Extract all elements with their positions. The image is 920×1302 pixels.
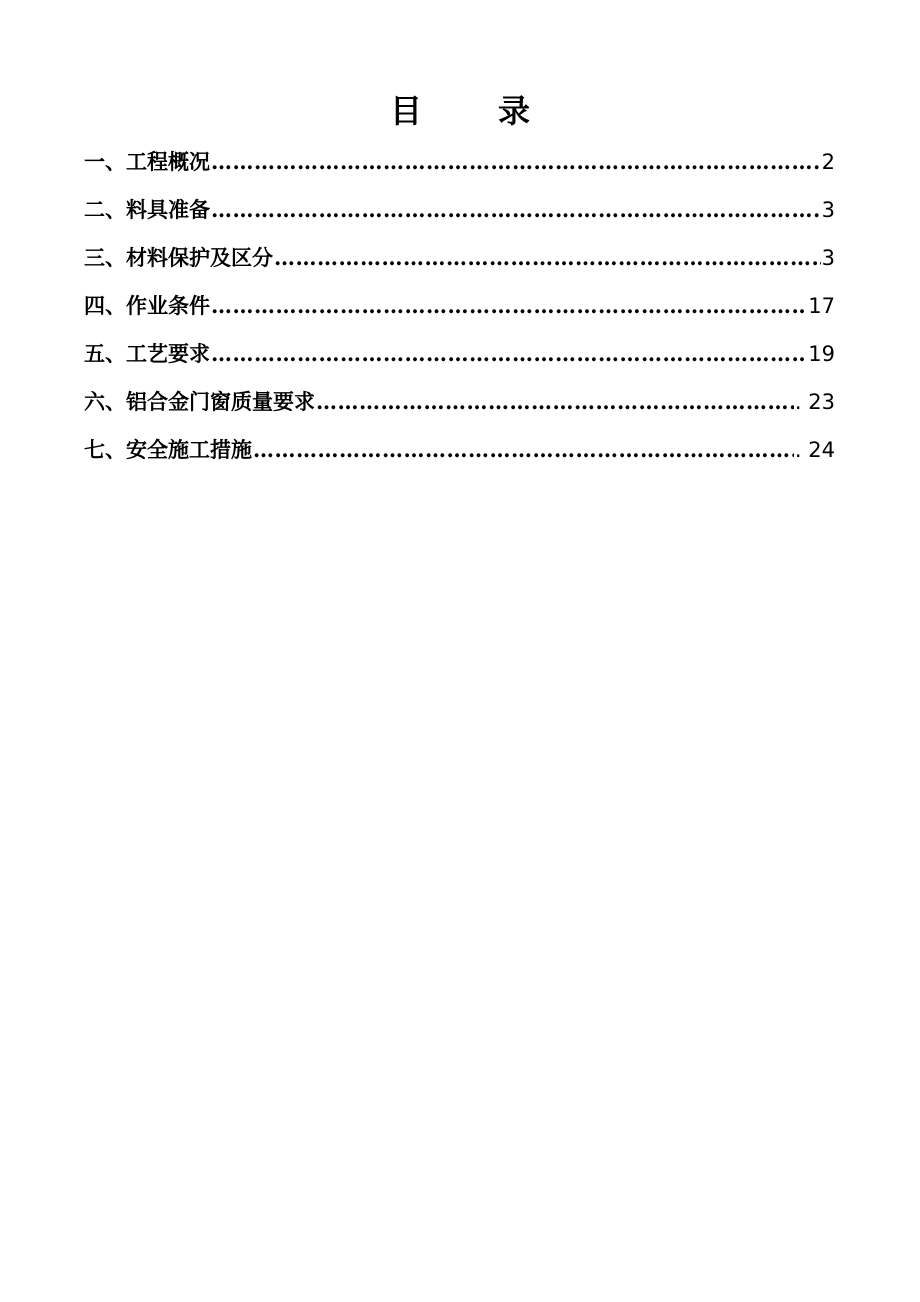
toc-title-char-2: 录 (498, 92, 531, 130)
toc-entry-number: 一 (84, 149, 105, 174)
toc-entry-4[interactable] (84, 282, 835, 330)
toc-dot-leader (211, 282, 807, 330)
toc-title (0, 84, 920, 138)
toc-dot-leader (211, 138, 821, 186)
toc-entry-number: 三 (84, 245, 105, 270)
toc-entry-separator: 、 (105, 293, 126, 318)
toc-entry-separator: 、 (105, 437, 126, 462)
toc-entry-label: 安全施工措施 (126, 437, 252, 462)
toc-dot-leader (274, 234, 821, 282)
toc-entry-5[interactable] (84, 330, 835, 378)
toc-entry-6[interactable] (84, 378, 835, 426)
toc-entry-number: 四 (84, 293, 105, 318)
toc-entry-label: 作业条件 (126, 293, 210, 318)
toc-entry-2[interactable] (84, 186, 835, 234)
toc-entry-number: 六 (84, 389, 105, 414)
toc-entry-separator: 、 (105, 389, 126, 414)
toc-dot-leader (211, 186, 821, 234)
toc-entry-page: . 23 (794, 390, 835, 414)
toc-entry-1[interactable] (84, 138, 835, 186)
toc-dot-leader (253, 426, 794, 474)
toc-entry-number: 五 (84, 341, 105, 366)
toc-entry-label: 铝合金门窗质量要求 (126, 389, 315, 414)
toc-entry-separator: 、 (105, 341, 126, 366)
toc-entry-label: 工程概况 (126, 149, 210, 174)
toc-entry-separator: 、 (105, 149, 126, 174)
toc-entry-separator: 、 (105, 197, 126, 222)
toc-entry-number: 二 (84, 197, 105, 222)
toc-entry-7[interactable] (84, 426, 835, 474)
toc-entry-label: 料具准备 (126, 197, 210, 222)
toc-entry-separator: 、 (105, 245, 126, 270)
toc-entry-number: 七 (84, 437, 105, 462)
toc-entry-page: 3 (821, 198, 835, 222)
toc-dot-leader (211, 330, 807, 378)
toc-dot-leader (316, 378, 794, 426)
toc-entry-label: 材料保护及区分 (126, 245, 273, 270)
toc-entry-page: 19 (808, 342, 835, 366)
toc-entry-3[interactable] (84, 234, 835, 282)
toc-entry-page: 3 (821, 246, 835, 270)
toc-entry-label: 工艺要求 (126, 341, 210, 366)
toc-title-char-1: 目 (389, 92, 422, 130)
toc-entry-page: . 24 (794, 438, 835, 462)
table-of-contents (84, 138, 835, 474)
toc-entry-page: 2 (821, 150, 835, 174)
toc-entry-page: 17 (808, 294, 835, 318)
